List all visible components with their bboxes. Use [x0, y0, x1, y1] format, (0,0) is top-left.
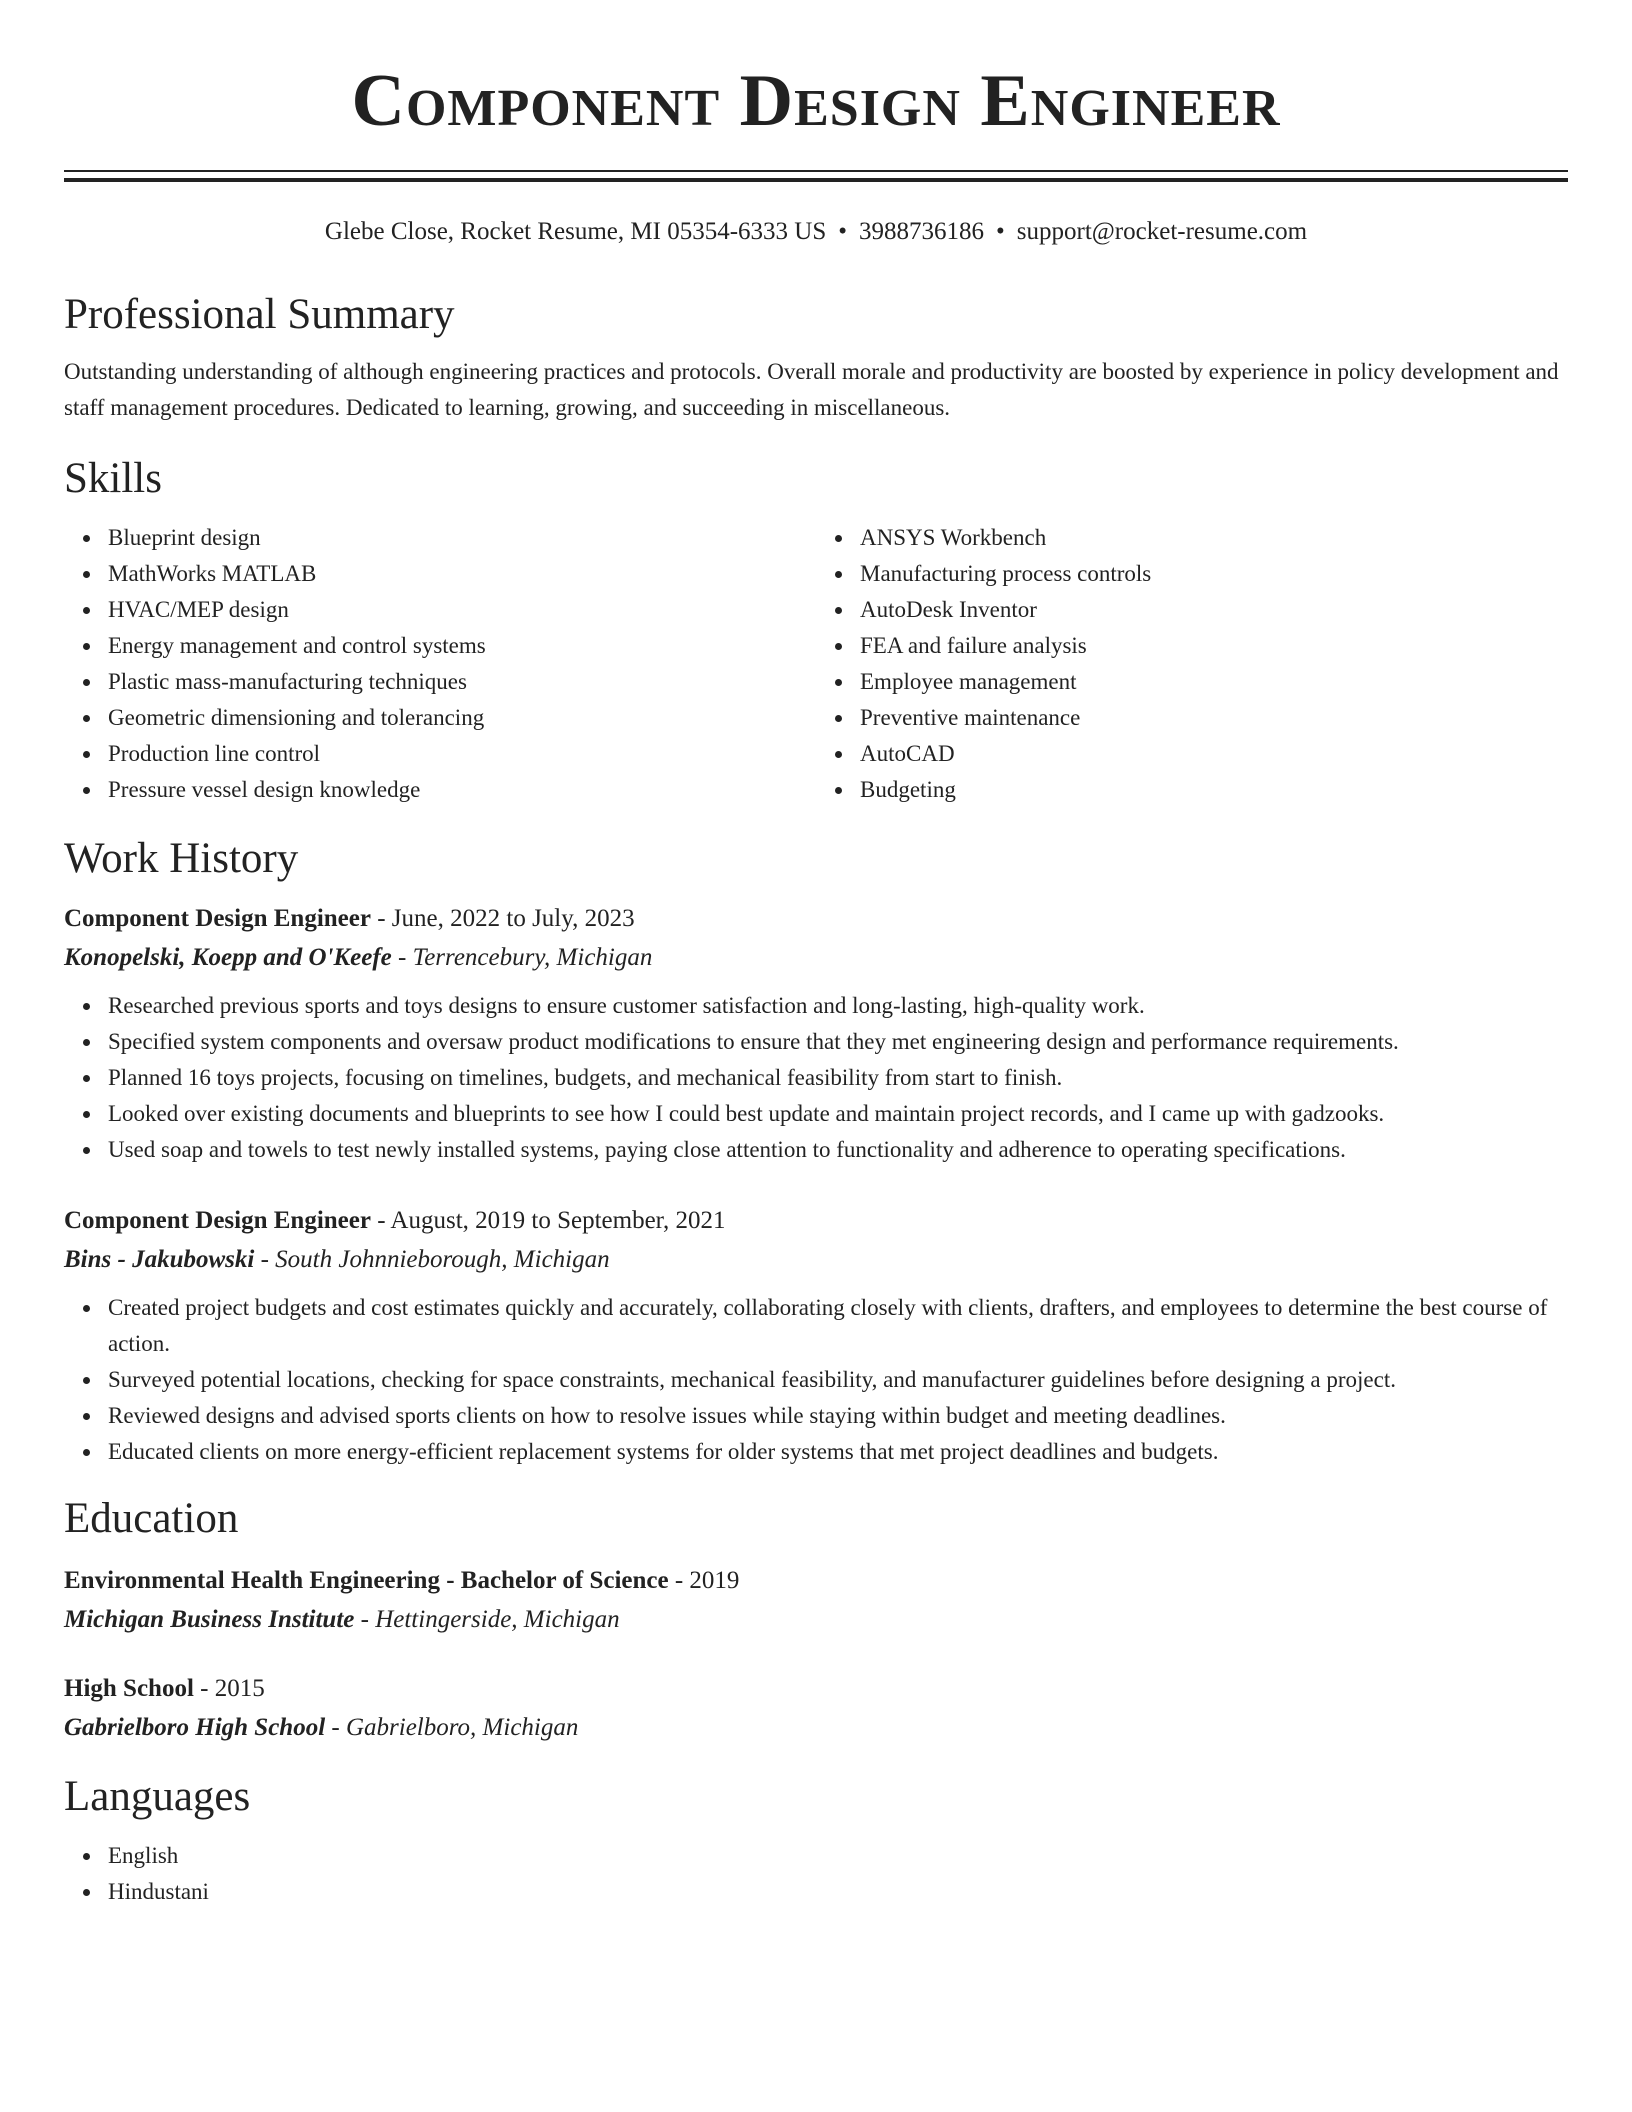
- education-location: - Gabrielboro, Michigan: [325, 1714, 579, 1741]
- contact-line: [64, 216, 1568, 248]
- education-entry: [64, 1562, 1568, 1640]
- job-bullets: [64, 1290, 1568, 1470]
- job-bullet: Planned 16 toys projects, focusing on timelines, budgets, and mechanical feasibility from start to finish.: [108, 1060, 1568, 1096]
- skill-item: Energy management and control systems: [108, 628, 816, 664]
- job-company: Bins - Jakubowski: [64, 1246, 255, 1273]
- skill-item: Employee management: [860, 664, 1568, 700]
- job-title: Component Design Engineer: [64, 1207, 371, 1234]
- job-entry: [64, 1202, 1568, 1470]
- job-bullet: Looked over existing documents and blueprints to see how I could best update and maintain project records, and I came up with gadzooks.: [108, 1096, 1568, 1132]
- education-entry: [64, 1670, 1568, 1748]
- education-degree-line: [64, 1670, 1568, 1708]
- skill-item: AutoDesk Inventor: [860, 592, 1568, 628]
- job-bullet: Reviewed designs and advised sports clients on how to resolve issues while staying within budget and meeting deadlines.: [108, 1398, 1568, 1434]
- resume-page: [64, 0, 1568, 1910]
- job-title: Component Design Engineer: [64, 905, 371, 932]
- job-bullet: Specified system components and oversaw product modifications to ensure that they met engineering design and performance requirements.: [108, 1024, 1568, 1060]
- language-item: Hindustani: [108, 1874, 1568, 1910]
- education-year: - 2015: [193, 1675, 265, 1702]
- skill-item: Plastic mass-manufacturing techniques: [108, 664, 816, 700]
- education-location: - Hettingerside, Michigan: [354, 1606, 620, 1633]
- languages-heading: Languages: [64, 1773, 251, 1820]
- education-school: Gabrielboro High School: [64, 1714, 326, 1741]
- header-divider: [64, 170, 1568, 182]
- summary-text: Outstanding understanding of although engineering practices and protocols. Overall morale and productivity are boosted by experience in policy development and staff management procedures. Dedicated to learning, growing, and succeeding in miscellaneous.: [64, 359, 1559, 420]
- language-item: English: [108, 1838, 1568, 1874]
- job-bullet: Used soap and towels to test newly installed systems, paying close attention to functionality and adherence to operating specifications.: [108, 1132, 1568, 1168]
- education-year: - 2019: [668, 1567, 740, 1594]
- skill-item: FEA and failure analysis: [860, 628, 1568, 664]
- job-entry: [64, 900, 1568, 1168]
- education-school: Michigan Business Institute: [64, 1606, 355, 1633]
- skill-item: AutoCAD: [860, 736, 1568, 772]
- languages-list: [64, 1838, 1568, 1910]
- work-history-heading: Work History: [64, 835, 299, 882]
- job-bullet: Researched previous sports and toys designs to ensure customer satisfaction and long-lasting, high-quality work.: [108, 988, 1568, 1024]
- job-company-line: [64, 938, 1568, 978]
- job-dates: - June, 2022 to July, 2023: [370, 905, 635, 932]
- job-location: - Terrencebury, Michigan: [391, 944, 653, 971]
- skill-item: HVAC/MEP design: [108, 592, 816, 628]
- education-degree-line: [64, 1562, 1568, 1600]
- skill-item: Preventive maintenance: [860, 700, 1568, 736]
- job-dates: - August, 2019 to September, 2021: [370, 1207, 726, 1234]
- skill-item: Geometric dimensioning and tolerancing: [108, 700, 816, 736]
- job-title-line: [64, 1202, 1568, 1240]
- contact-separator: •: [996, 218, 1005, 245]
- job-bullet: Surveyed potential locations, checking for space constraints, mechanical feasibility, and manufacturer guidelines before designing a project.: [108, 1362, 1568, 1398]
- skill-item: Manufacturing process controls: [860, 556, 1568, 592]
- skills-list-right: [816, 520, 1568, 808]
- job-title-line: [64, 900, 1568, 938]
- skill-item: Pressure vessel design knowledge: [108, 772, 816, 808]
- job-company-line: [64, 1240, 1568, 1280]
- job-location: - South Johnnieborough, Michigan: [254, 1246, 610, 1273]
- skill-item: ANSYS Workbench: [860, 520, 1568, 556]
- skills-columns: [64, 520, 1568, 808]
- contact-email[interactable]: support@rocket-resume.com: [1016, 218, 1308, 245]
- education-school-line: [64, 1708, 1568, 1748]
- education-school-line: [64, 1600, 1568, 1640]
- job-company: Konopelski, Koepp and O'Keefe: [64, 944, 392, 971]
- skills-heading: Skills: [64, 455, 162, 502]
- contact-separator: •: [838, 218, 848, 245]
- skill-item: MathWorks MATLAB: [108, 556, 816, 592]
- summary-heading: Professional Summary: [64, 291, 455, 338]
- education-heading: Education: [64, 1495, 239, 1542]
- job-bullet: Educated clients on more energy-efficient replacement systems for older systems that met project deadlines and budgets.: [108, 1434, 1568, 1470]
- skills-list-left: [64, 520, 816, 808]
- job-bullet: Created project budgets and cost estimates quickly and accurately, collaborating closely with clients, drafters, and employees to determine the best course of action.: [108, 1290, 1568, 1362]
- education-degree: High School: [64, 1675, 194, 1702]
- skill-item: Budgeting: [860, 772, 1568, 808]
- resume-name: Component Design Engineer: [351, 60, 1281, 142]
- contact-address: Glebe Close, Rocket Resume, MI 05354-6333 US: [324, 218, 827, 245]
- contact-phone: 3988736186: [859, 218, 985, 245]
- skill-item: Production line control: [108, 736, 816, 772]
- skill-item: Blueprint design: [108, 520, 816, 556]
- education-degree: Environmental Health Engineering - Bachelor of Science: [64, 1567, 669, 1594]
- job-bullets: [64, 988, 1568, 1168]
